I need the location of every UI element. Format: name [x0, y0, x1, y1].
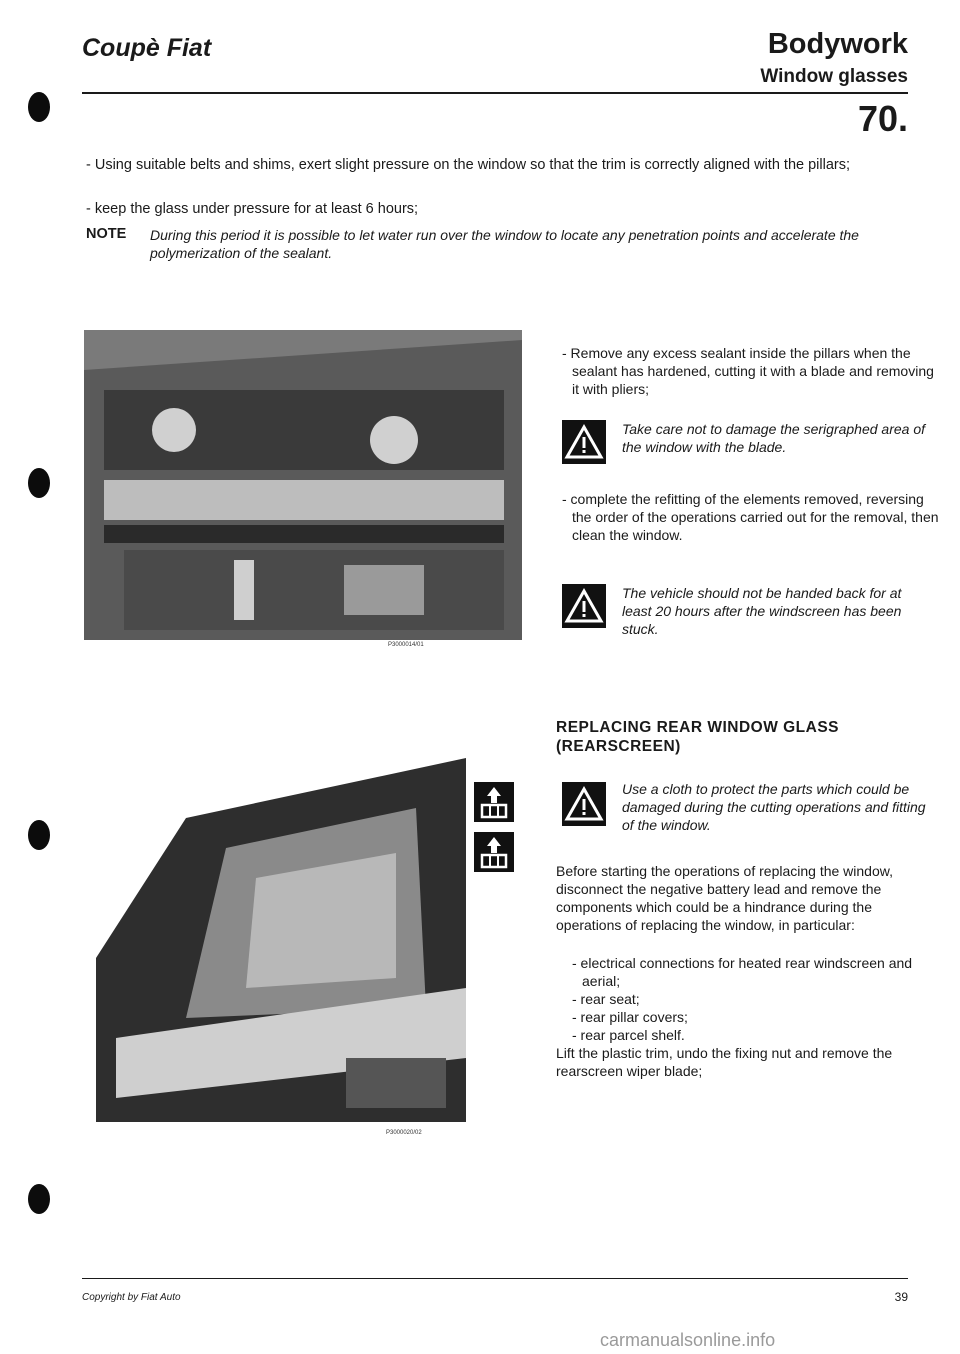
footer-rule: [82, 1278, 908, 1279]
warning-text: The vehicle should not be handed back for at least 20 hours after the windscreen has been stuck.: [622, 585, 902, 637]
intro-bullet: - keep the glass under pressure for at least 6 hours;: [86, 201, 419, 217]
brand-title: Coupè Fiat: [82, 34, 212, 62]
list-item: - rear pillar covers;: [572, 1009, 688, 1025]
step-remove-sealant: - Remove any excess sealant inside the pillars when the sealant has hardened, cutting it with a blade and removing it with pliers;: [562, 345, 934, 397]
header-rule: [82, 92, 908, 94]
intro-bullet: - Using suitable belts and shims, exert slight pressure on the window so that the trim is correctly aligned with the pillars;: [86, 157, 851, 173]
windscreen-illustration: [84, 330, 522, 640]
removal-refit-icon: [474, 832, 514, 872]
components-list: [556, 954, 926, 1044]
rear-window-illustration: [96, 758, 466, 1122]
step-complete-refitting: - complete the refitting of the elements removed, reversing the order of the operations carried out for the removal, then clean the window.: [562, 491, 939, 543]
punch-hole: [28, 820, 50, 850]
before-starting-text: Before starting the operations of replacing the window, disconnect the negative battery lead and remove the components which could be a hindrance during the operations of replacing the window, in particular:: [556, 863, 893, 933]
watermark: carmanualsonline.info: [600, 1330, 776, 1350]
list-item: - rear parcel shelf.: [572, 1027, 685, 1043]
list-item: - rear seat;: [572, 991, 640, 1007]
section-heading: REPLACING REAR WINDOW GLASS (REARSCREEN): [556, 719, 840, 755]
photo-code: P3000020/02: [386, 1130, 422, 1136]
section-title: Bodywork: [767, 28, 908, 60]
warning-text: Use a cloth to protect the parts which could be damaged during the cutting operations and fitting of the window.: [622, 781, 926, 833]
warning-triangle-icon: [562, 584, 606, 628]
removal-refit-icon: [474, 782, 514, 822]
note-text: During this period it is possible to let water run over the window to locate any penetration points and accelerate the polymerization of the sealant.: [150, 227, 859, 261]
punch-hole: [28, 1184, 50, 1214]
photo-code: P3000014/01: [388, 642, 424, 648]
subsection-title: Window glasses: [760, 66, 908, 87]
photo-rear-window: [96, 758, 466, 1122]
final-step-text: Lift the plastic trim, undo the fixing nut and remove the rearscreen wiper blade;: [556, 1045, 893, 1079]
warning-triangle-icon: [562, 782, 606, 826]
warning-text: Take care not to damage the serigraphed area of the window with the blade.: [622, 421, 926, 455]
photo-windscreen-interior: [84, 330, 522, 640]
warning-triangle-icon: [562, 420, 606, 464]
copyright-text: Copyright by Fiat Auto: [82, 1292, 181, 1303]
punch-hole: [28, 92, 50, 122]
note-label: NOTE: [86, 226, 127, 242]
list-item: - electrical connections for heated rear windscreen and aerial;: [572, 955, 913, 989]
page-code: 70.: [857, 98, 908, 139]
punch-hole: [28, 468, 50, 498]
page-number: 39: [894, 1290, 908, 1304]
